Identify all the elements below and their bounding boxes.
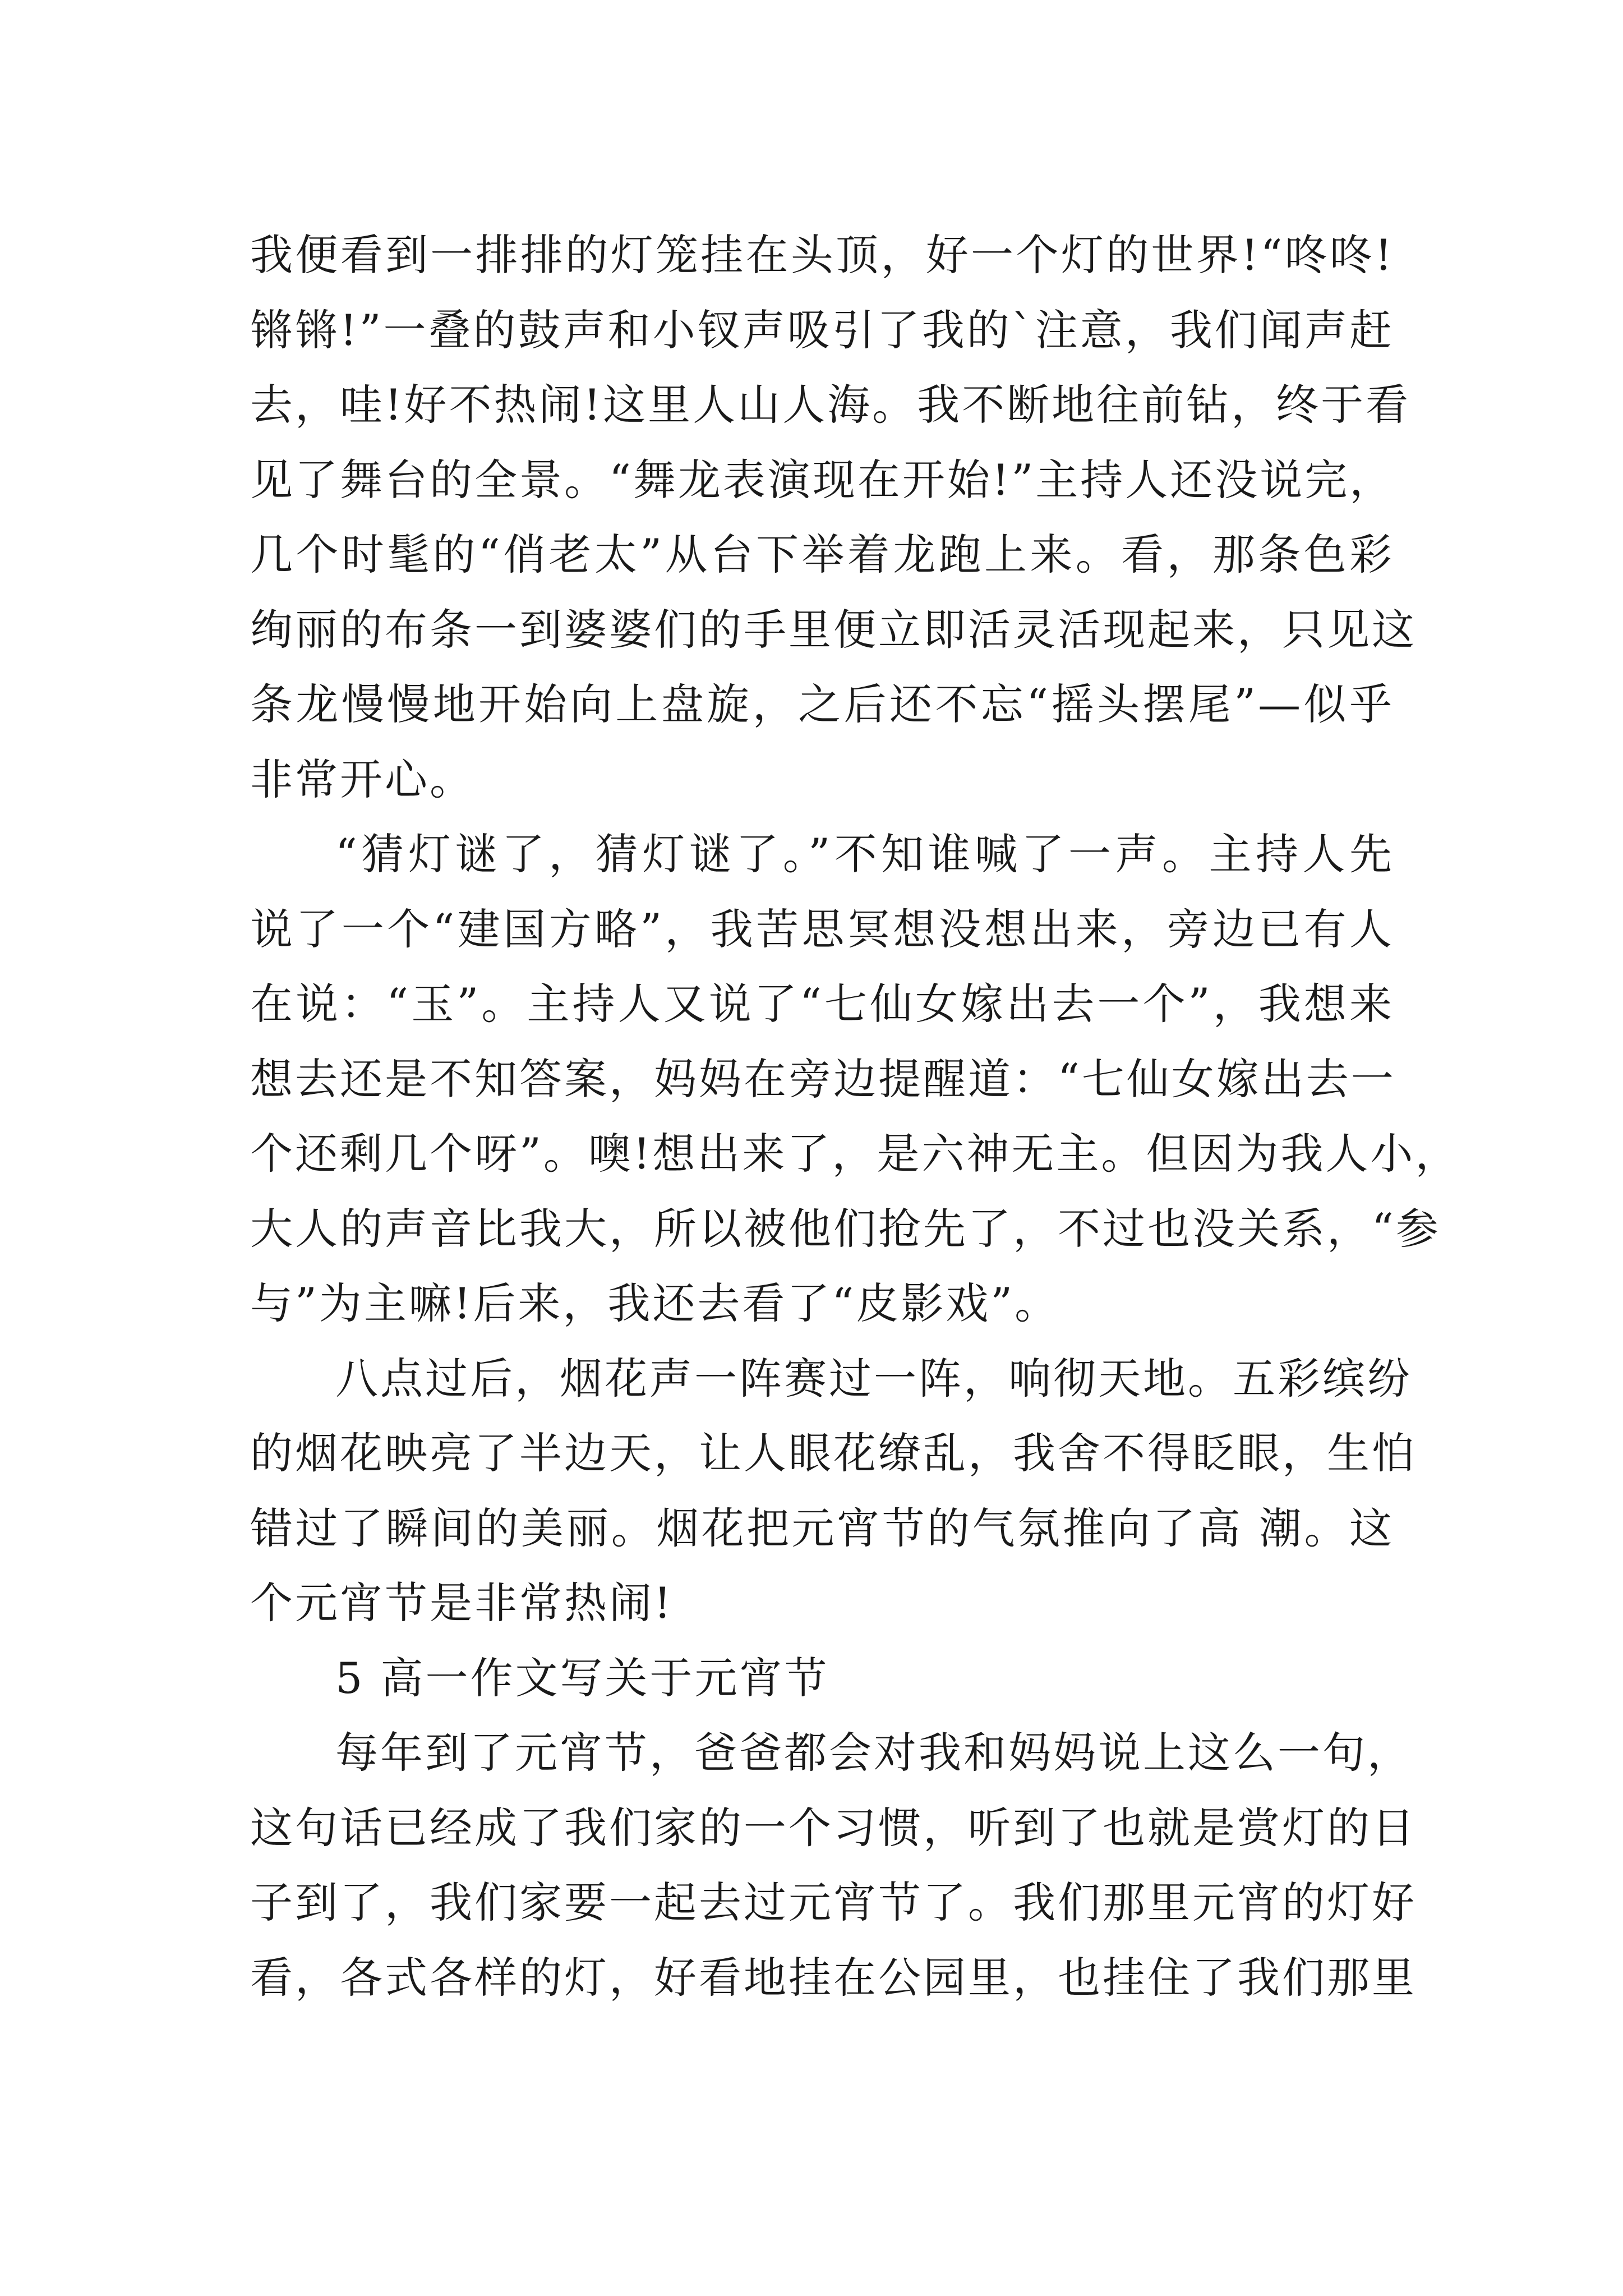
text-line: 个元宵节是非常热闹! xyxy=(250,1578,674,1628)
document-body xyxy=(250,218,1460,2015)
text-line: 与”为主嘛!后来，我还去看了“皮影戏”。 xyxy=(250,1278,1060,1328)
text-line: 个还剩几个呀”。噢!想出来了，是六神无主。但因为我人小， xyxy=(250,1129,1460,1179)
paragraph-2 xyxy=(250,817,1460,1341)
paragraph-3 xyxy=(250,1341,1417,1641)
section-heading xyxy=(250,1641,1394,1716)
text-line: 在说：“玉”。主持人又说了“七仙女嫁出去一个”，我想来 xyxy=(250,979,1394,1029)
text-line: 子到了，我们家要一起去过元宵节了。我们那里元宵的灯好 xyxy=(250,1878,1417,1927)
text-line: 去，哇!好不热闹!这里人山人海。我不断地往前钻，终于看 xyxy=(250,380,1411,430)
text-line: 锵锵!”一叠的鼓声和小钗声吸引了我的`注意，我们闻声赶 xyxy=(250,305,1394,355)
text-line: 非常开心。 xyxy=(250,754,474,804)
text-line: 说了一个“建国方略”，我苦思冥想没想出来，旁边已有人 xyxy=(250,904,1394,954)
text-line: 几个时髦的“俏老太”从台下举着龙跑上来。看，那条色彩 xyxy=(250,530,1394,579)
text-line: 想去还是不知答案，妈妈在旁边提醒道：“七仙女嫁出去一 xyxy=(250,1053,1396,1104)
text-line: 每年到了元宵节，爸爸都会对我和妈妈说上这么一句， xyxy=(335,1728,1412,1778)
text-line: 大人的声音比我大，所以被他们抢先了，不过也没关系，“参 xyxy=(250,1203,1441,1254)
text-line: 见了舞台的全景。“舞龙表演现在开始!”主持人还没说完， xyxy=(250,454,1395,505)
text-line: 我便看到一排排的灯笼挂在头顶，好一个灯的世界!“咚咚! xyxy=(250,230,1394,280)
text-line: 八点过后，烟花声一阵赛过一阵，响彻天地。五彩缤纷 xyxy=(335,1353,1412,1404)
paragraph-4 xyxy=(250,1715,1417,2015)
heading-text: 5 高一作文写关于元宵节 xyxy=(335,1653,829,1703)
text-line: 错过了瞬间的美丽。烟花把元宵节的气氛推向了高 潮。这 xyxy=(250,1503,1394,1553)
text-line: 条龙慢慢地开始向上盘旋，之后还不忘“摇头摆尾”—似乎 xyxy=(250,679,1394,729)
text-line: 的烟花映亮了半边天，让人眼花缭乱，我舍不得眨眼，生怕 xyxy=(250,1428,1417,1478)
text-line: 看，各式各样的灯，好看地挂在公园里，也挂住了我们那里 xyxy=(250,1952,1417,2003)
text-line: 绚丽的布条一到婆婆们的手里便立即活灵活现起来，只见这 xyxy=(250,604,1417,655)
paragraph-1 xyxy=(250,218,1417,817)
text-line: 这句话已经成了我们家的一个习惯，听到了也就是赏灯的日 xyxy=(250,1802,1417,1853)
text-line: “猜灯谜了，猜灯谜了。”不知谁喊了一声。主持人先 xyxy=(335,829,1394,879)
